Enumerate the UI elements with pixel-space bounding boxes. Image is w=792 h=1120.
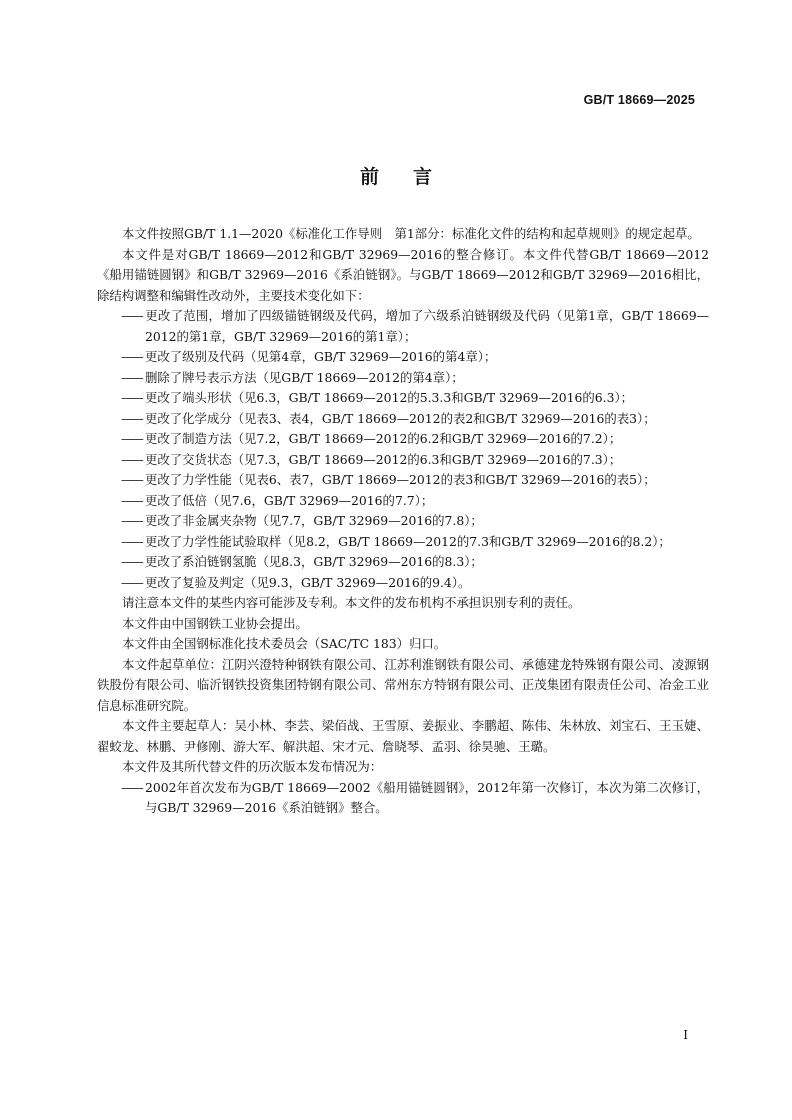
change-item — [97, 552, 709, 573]
paragraph-patent-notice: 请注意本文件的某些内容可能涉及专利。本文件的发布机构不承担识别专利的责任。 — [122, 595, 581, 610]
change-text: 更改了非金属夹杂物（见7.7，GB/T 32969—2016的7.8）； — [145, 513, 483, 528]
dash-marker: —— — [121, 308, 142, 323]
dash-marker: —— — [121, 492, 142, 508]
dash-marker: —— — [121, 472, 142, 487]
page-number: I — [683, 1028, 688, 1042]
history-item — [97, 778, 709, 819]
change-item — [97, 532, 709, 553]
page-title: 前言 — [359, 166, 466, 188]
paragraph-drafting-units: 本文件起草单位：江阴兴澄特种钢铁有限公司、江苏利淮钢铁有限公司、承德建龙特殊钢有限公司、凌源钢铁股份有限公司、临沂钢铁投资集团特钢有限公司、常州东方特钢有限公司、正茂集团有限责任公司、冶金工业信息标准研究院。 — [97, 656, 709, 713]
change-item — [97, 347, 709, 368]
foreword-body — [97, 224, 709, 819]
change-item — [97, 511, 709, 532]
change-text: 更改了化学成分（见表3、表4，GB/T 18669—2012的表2和GB/T 32969—2016的表3）； — [145, 410, 656, 426]
paragraph-drafters: 本文件主要起草人：吴小林、李芸、梁佰战、王雪原、姜振业、李鹏超、陈伟、朱林放、刘宝石、王玉婕、翟蛟龙、林鹏、尹修刚、游大军、解洪超、宋才元、詹晓琴、孟羽、徐昊驰、王璐。 — [97, 718, 709, 754]
change-item — [97, 409, 709, 430]
dash-marker: —— — [121, 574, 142, 590]
change-item — [97, 470, 709, 491]
change-item — [97, 491, 709, 512]
change-item — [97, 429, 709, 450]
dash-marker: —— — [121, 451, 142, 467]
paragraph-replacement: 本文件是对GB/T 18669—2012和GB/T 32969—2016的整合修订。本文件代替GB/T 18669—2012《船用锚链圆钢》和GB/T 32969—2016《系泊链钢》。与GB/T 18669—2012和GB/T 32969—2016相比，除结构调整和编辑性改动外，主要技术变化如下： — [97, 246, 709, 303]
paragraph-history-intro: 本文件及其所代替文件的历次版本发布情况为： — [122, 759, 383, 774]
change-text: 更改了端头形状（见6.3，GB/T 18669—2012的5.3.3和GB/T 32969—2016的6.3）； — [145, 390, 634, 405]
paragraph-drafting-rules: 本文件按照GB/T 1.1—2020《标准化工作导则 第1部分：标准化文件的结构和起草规则》的规定起草。 — [122, 226, 700, 241]
dash-marker: —— — [121, 513, 142, 528]
dash-marker: —— — [121, 390, 142, 405]
change-text: 更改了范围，增加了四级锚链钢级及代码，增加了六级系泊链钢级及代码（见第1章，GB/T 18669—2012的第1章，GB/T 32969—2016的第1章）； — [145, 308, 709, 344]
change-text: 更改了力学性能（见表6、表7，GB/T 18669—2012的表3和GB/T 32969—2016的表5）； — [145, 472, 656, 487]
dash-marker: —— — [121, 554, 142, 569]
dash-marker: —— — [121, 533, 142, 549]
change-item — [97, 368, 709, 389]
change-item — [97, 306, 709, 347]
change-text: 更改了复验及判定（见9.3，GB/T 32969—2016的9.4）。 — [145, 574, 471, 590]
dash-marker: —— — [121, 349, 142, 364]
standard-code: GB/T 18669—2025 — [583, 93, 695, 107]
change-text: 更改了级别及代码（见第4章，GB/T 32969—2016的第4章）； — [145, 349, 497, 364]
change-item — [97, 450, 709, 471]
history-text: 2002年首次发布为GB/T 18669—2002《船用锚链圆钢》，2012年第一次修订，本次为第二次修订，与GB/T 32969—2016《系泊链钢》整合。 — [145, 779, 709, 815]
change-text: 更改了力学性能试验取样（见8.2，GB/T 18669—2012的7.3和GB/T 32969—2016的8.2）； — [145, 533, 671, 549]
change-text: 删除了牌号表示方法（见GB/T 18669—2012的第4章）； — [145, 369, 464, 385]
change-item — [97, 388, 709, 409]
paragraph-proposed-by: 本文件由中国钢铁工业协会提出。 — [122, 615, 308, 631]
change-text: 更改了制造方法（见7.2，GB/T 18669—2012的6.2和GB/T 32969—2016的7.2）； — [145, 431, 622, 446]
dash-marker: —— — [121, 779, 142, 795]
change-item — [97, 573, 709, 594]
change-text: 更改了交货状态（见7.3，GB/T 18669—2012的6.3和GB/T 32969—2016的7.3）； — [145, 451, 622, 467]
change-text: 更改了低倍（见7.6，GB/T 32969—2016的7.7）； — [145, 492, 434, 508]
change-text: 更改了系泊链钢氢脆（见8.3，GB/T 32969—2016的8.3）； — [145, 554, 483, 569]
dash-marker: —— — [121, 410, 142, 426]
paragraph-centralized-by: 本文件由全国钢标准化技术委员会（SAC/TC 183）归口。 — [122, 636, 447, 651]
dash-marker: —— — [121, 431, 142, 446]
dash-marker: —— — [121, 369, 142, 385]
